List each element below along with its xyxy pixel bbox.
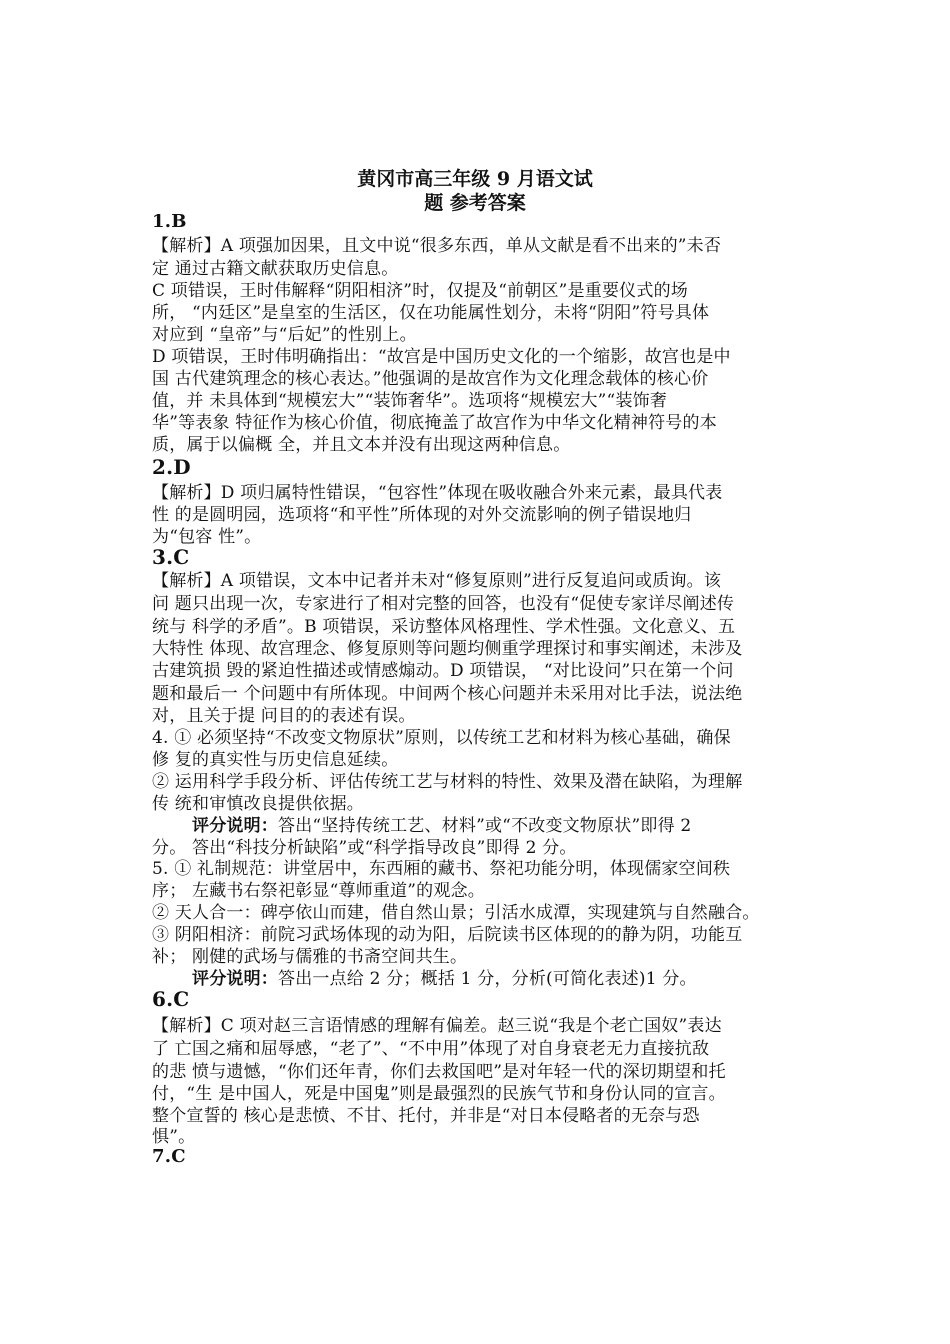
- text-line: 古建筑损 毁的紧迫性描述或情感煽动。D 项错误， “对比设问”只在第一个问: [152, 661, 734, 681]
- text-line: ② 天人合一：碑亭依山而建，借自然山景；引活水成潭，实现建筑与自然融合。: [152, 903, 760, 923]
- question-number: 3.C: [152, 545, 190, 569]
- text-line: 问 题只出现一次，专家进行了相对完整的回答，也没有“促使专家详尽阐述传: [152, 594, 735, 614]
- text-line: C 项错误，王时伟解释“阴阳相济”时，仅提及“前朝区”是重要仪式的场: [152, 281, 688, 301]
- text-line: 为“包容 性”。: [152, 527, 262, 547]
- text-line: 值，并 未具体到“规模宏大”“装饰奢华”。选项将“规模宏大”“装饰奢: [152, 391, 668, 411]
- scoring-note-text: 答出一点给 2 分；概括 1 分，分析(可简化表述)1 分。: [278, 969, 697, 989]
- scoring-note-label: 评分说明：: [192, 816, 278, 836]
- text-line: 大特性 体现、故宫理念、修复原则等问题均侧重学理探讨和事实阐述，未涉及: [152, 639, 743, 659]
- text-line: 国 古代建筑理念的核心表达。”他强调的是故宫作为文化理念载体的核心价: [152, 369, 709, 389]
- text-line: 整个宣誓的 核心是悲愤、不甘、托付，并非是“对日本侵略者的无奈与恐: [152, 1106, 700, 1126]
- question-number: 7.C: [152, 1146, 186, 1167]
- text-line: 付，“生 是中国人，死是中国鬼”则是最强烈的民族气节和身份认同的宣言。: [152, 1084, 726, 1104]
- text-line: 【解析】D 项归属特性错误，“包容性”体现在吸收融合外来元素，最具代表: [152, 483, 723, 503]
- text-line: 补； 刚健的武场与儒雅的书斋空间共生。: [152, 947, 468, 967]
- text-line: 了 亡国之痛和屈辱感，“老了”、“不中用”体现了对自身衰老无力直接抗敌: [152, 1039, 710, 1059]
- text-line: 【解析】A 项强加因果，且文中说“很多东西，单从文献是看不出来的”未否: [152, 236, 722, 256]
- question-number: 6.C: [152, 987, 190, 1011]
- scoring-note-text: 答出“坚持传统工艺、材料”或“不改变文物原状”即得 2: [278, 816, 692, 836]
- text-line: 5. ① 礼制规范：讲堂居中，东西厢的藏书、祭祀功能分明，体现儒家空间秩: [152, 859, 731, 879]
- text-line: 修 复的真实性与历史信息延续。: [152, 750, 399, 770]
- page-title-line2: 题 参考答案: [424, 192, 526, 214]
- text-line: ② 运用科学手段分析、评估传统工艺与材料的特性、效果及潜在缺陷，为理解: [152, 772, 743, 792]
- text-line: 所， “内廷区”是皇室的生活区，仅在功能属性划分，未将“阴阳”符号具体: [152, 303, 710, 323]
- text-line: 华”等表象 特征作为核心价值，彻底掩盖了故宫作为中华文化精神符号的本: [152, 413, 717, 433]
- scoring-note: [192, 815, 691, 837]
- text-line: 4. ① 必须坚持“不改变文物原状”原则，以传统工艺和材料为核心基础，确保: [152, 728, 731, 748]
- text-line: 传 统和审慎改良提供依据。: [152, 794, 365, 814]
- text-line: ③ 阴阳相济：前院习武场体现的动为阳，后院读书区体现的的静为阴，功能互: [152, 925, 743, 945]
- text-line: 题和最后一 个问题中有所体现。中间两个核心问题并未采用对比手法，说法绝: [152, 684, 743, 704]
- text-line: 对应到 “皇帝”与“后妃”的性别上。: [152, 325, 417, 345]
- text-line: D 项错误，王时伟明确指出：“故宫是中国历史文化的一个缩影，故宫也是中: [152, 347, 731, 367]
- text-line: 性 的是圆明园，选项将“和平性”所体现的对外交流影响的例子错误地归: [152, 505, 692, 525]
- text-line: 质，属于以偏概 全，并且文本并没有出现这两种信息。: [152, 435, 571, 455]
- scoring-note: [192, 968, 697, 990]
- text-line: 统与 科学的矛盾”。B 项错误，采访整体风格理性、学术性强。文化意义、五: [152, 617, 736, 637]
- text-line: 定 通过古籍文献获取历史信息。: [152, 259, 399, 279]
- text-line: 序； 左藏书右祭祀彰显“尊师重道”的观念。: [152, 881, 485, 901]
- page-title-line1: 黄冈市高三年级 9 月语文试: [357, 168, 593, 190]
- question-number: 2.D: [152, 455, 191, 479]
- question-number: 1.B: [152, 211, 187, 232]
- text-line: 惧”。: [152, 1127, 196, 1147]
- scoring-note-label: 评分说明：: [192, 969, 278, 989]
- text-line: 分。 答出“科技分析缺陷”或“科学指导改良”即得 2 分。: [152, 838, 577, 858]
- text-line: 对，且关于提 问目的的表述有误。: [152, 706, 416, 726]
- text-line: 的悲 愤与遗憾，“你们还年青，你们去救国吧”是对年轻一代的深切期望和托: [152, 1062, 726, 1082]
- text-line: 【解析】C 项对赵三言语情感的理解有偏差。赵三说“我是个老亡国奴”表达: [152, 1016, 722, 1036]
- text-line: 【解析】A 项错误，文本中记者并未对“修复原则”进行反复追问或质询。该: [152, 571, 722, 591]
